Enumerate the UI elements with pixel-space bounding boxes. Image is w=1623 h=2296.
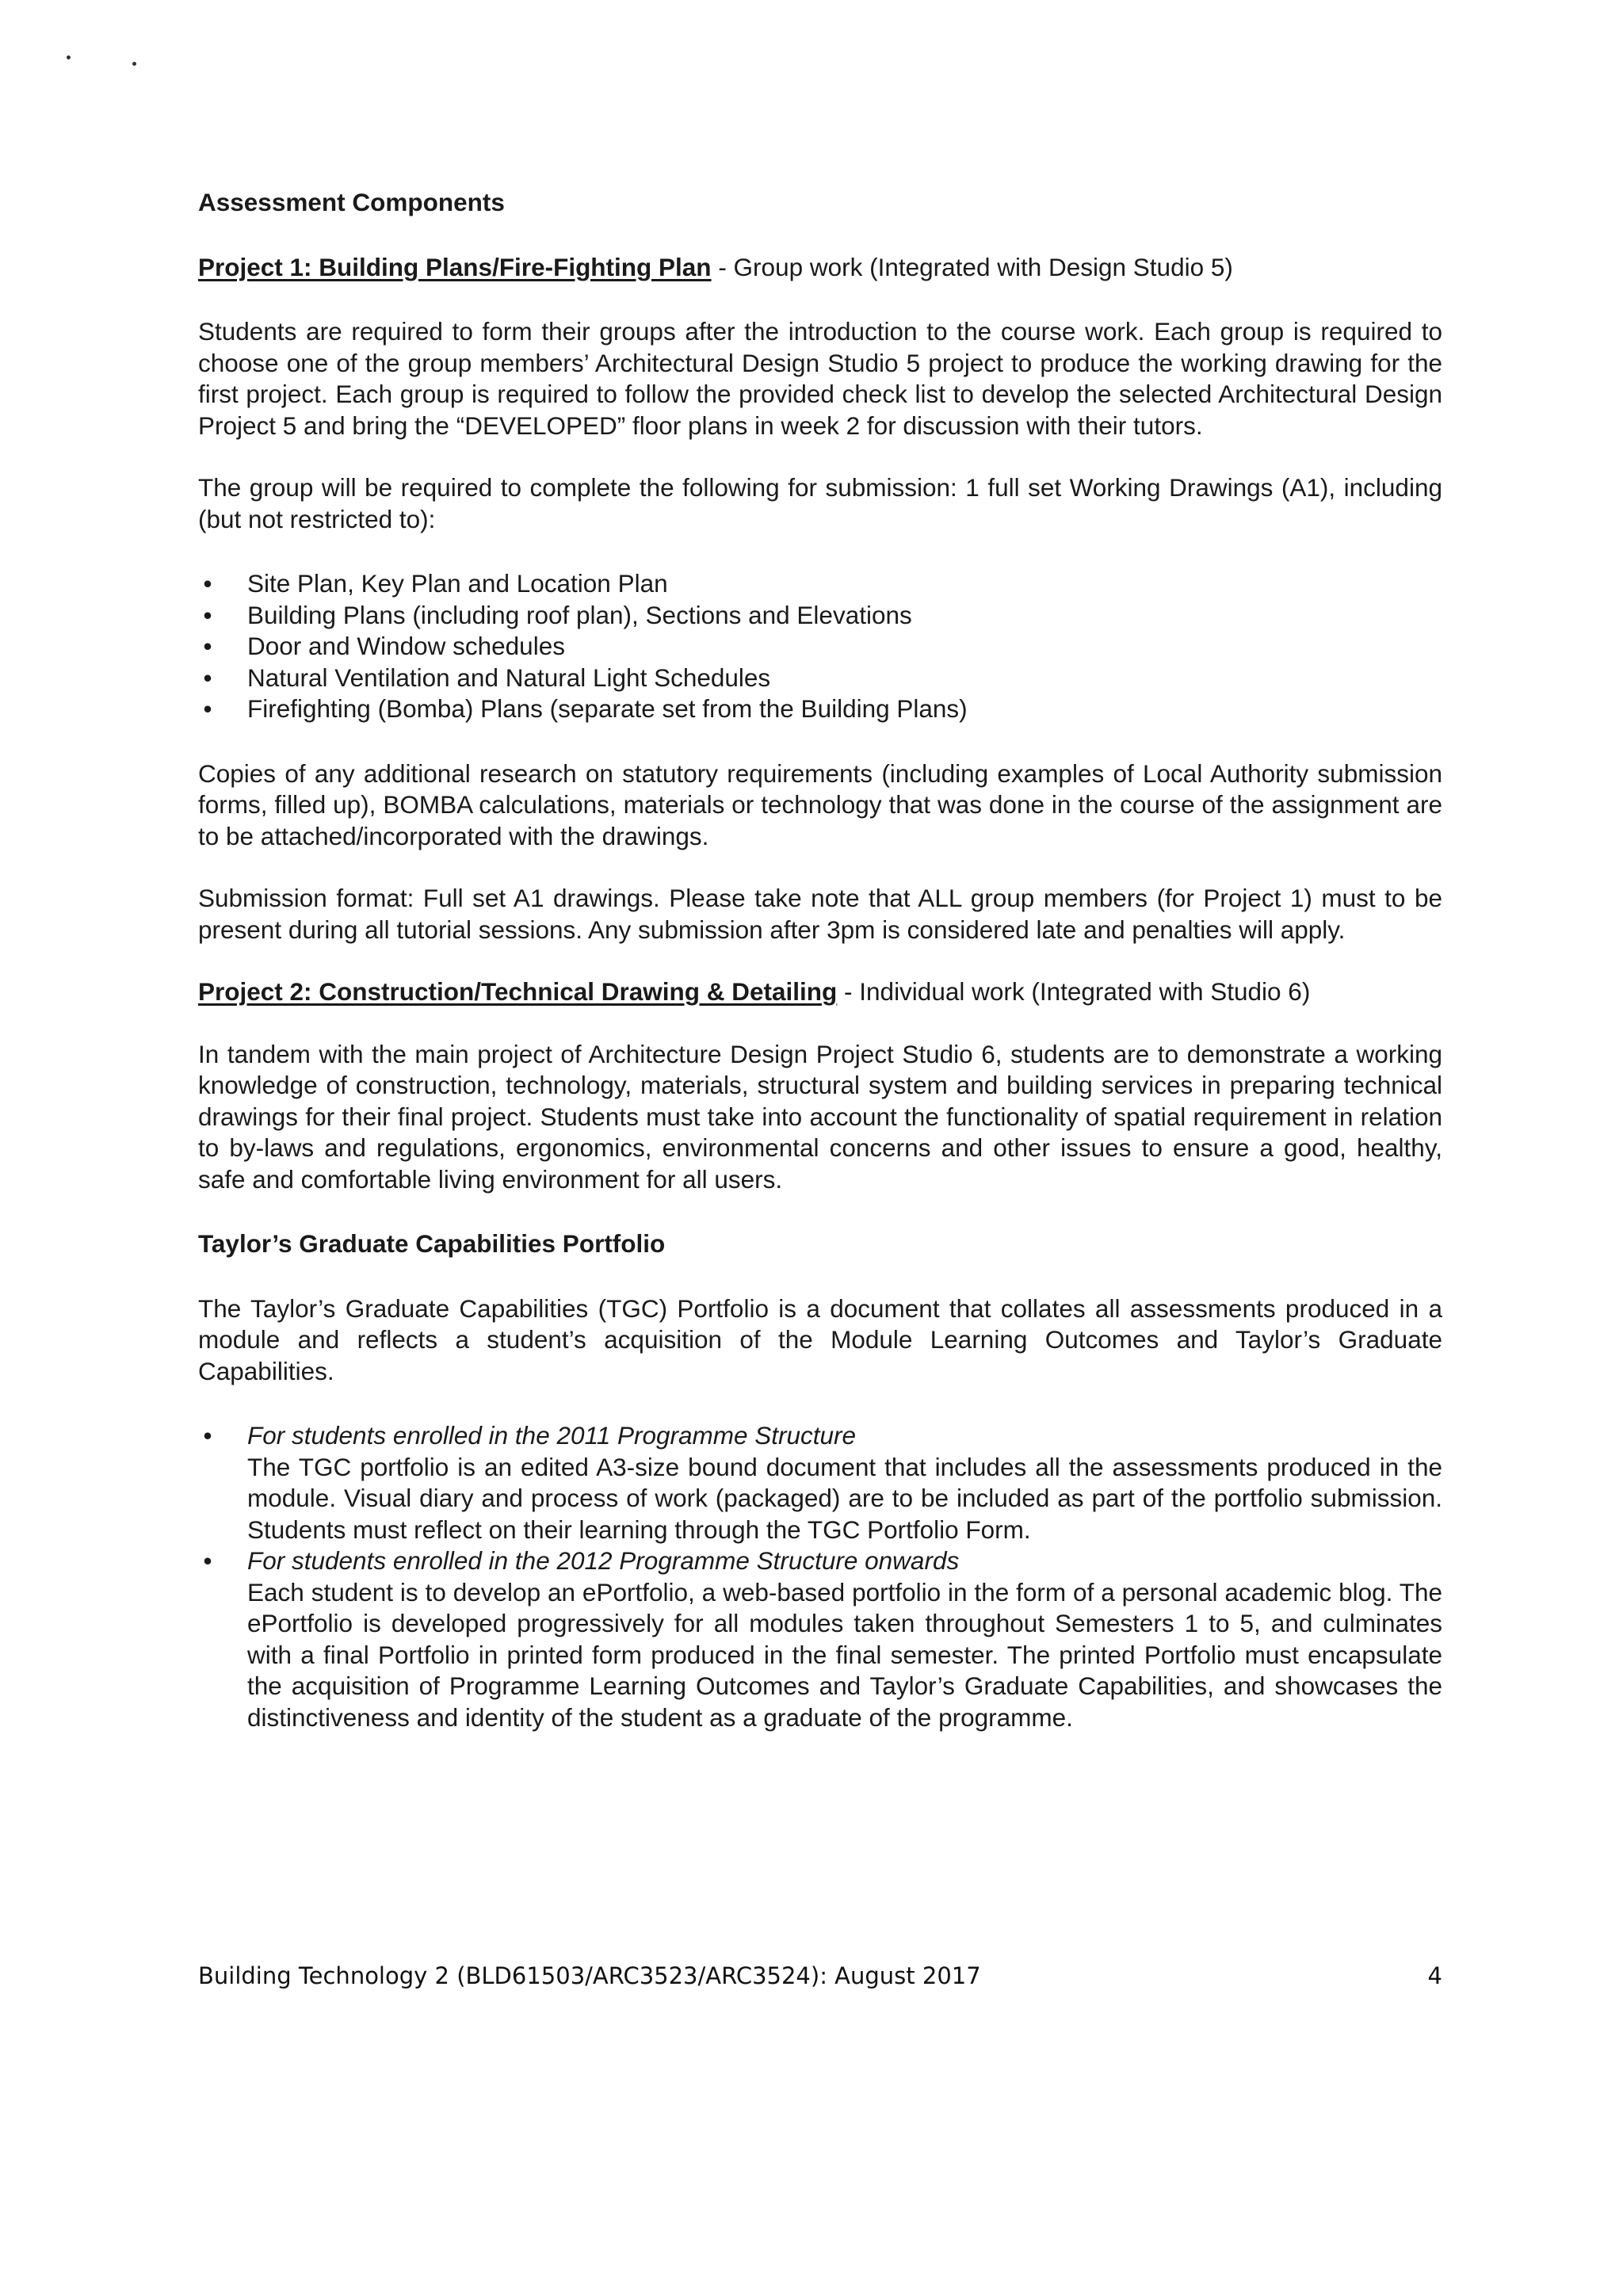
bullet-icon: • bbox=[203, 1546, 212, 1575]
project1-deliverables-list bbox=[198, 568, 1442, 725]
project2-paragraph: In tandem with the main project of Architecture Design Project Studio 6, students are to demonstrate a working knowledge of construction, technology, materials, structural system and building services in preparing technical drawings for their final project. Students must take into account the functionality of spatial requirement in relation to by-laws and regulations, ergonomics, environmental concerns and other issues to ensure a good, healthy, safe and comfortable living environment for all users. bbox=[198, 1039, 1442, 1194]
bullet-icon: • bbox=[203, 569, 212, 598]
project1-subtitle: - Group work (Integrated with Design Studio 5) bbox=[711, 252, 1233, 281]
project1-paragraph-format: Submission format: Full set A1 drawings. Please take note that ALL group members (for Project 1) must to be present during all tutorial sessions. Any submission after 3pm is considered late and penalties will apply. bbox=[198, 884, 1442, 944]
project1-title: Project 1: Building Plans/Fire-Fighting Plan bbox=[198, 252, 712, 281]
tgc-item-body: Each student is to develop an ePortfolio, a web-based portfolio in the form of a personal academic blog. The ePortfolio is developed progressively for all modules taken throughout Semesters 1 to 5, and culminates with a final Portfolio in printed form produced in the final semester. The printed Portfolio must encapsulate the acquisition of Programme Learning Outcomes and Taylor’s Graduate Capabilities, and showcases the distinctiveness and identity of the student as a graduate of the programme. bbox=[247, 1577, 1442, 1732]
project2-title: Project 2: Construction/Technical Drawing & Detailing bbox=[198, 977, 838, 1006]
tgc-item-body: The TGC portfolio is an edited A3-size bound document that includes all the assessments produced in the module. Visual diary and process of work (packaged) are to be included as part of the portfolio submission. Students must reflect on their learning through the TGC Portfolio Form. bbox=[247, 1452, 1442, 1544]
scan-speck bbox=[132, 62, 136, 66]
list-item bbox=[198, 1545, 1442, 1733]
page-footer bbox=[198, 1962, 1442, 1989]
project1-paragraph-research: Copies of any additional research on statutory requirements (including examples of Local Authority submission forms, filled up), BOMBA calculations, materials or technology that was done in the course of the assignment are to be attached/incorporated with the drawings. bbox=[198, 758, 1442, 850]
tgc-programme-list bbox=[198, 1420, 1442, 1733]
section-heading-tgc: Taylor’s Graduate Capabilities Portfolio bbox=[198, 1229, 666, 1258]
tgc-item-heading: For students enrolled in the 2011 Programme Structure bbox=[247, 1421, 857, 1450]
list-item: • Building Plans (including roof plan), Sections and Elevations bbox=[198, 600, 1442, 632]
project2-subtitle: - Individual work (Integrated with Studio 6) bbox=[837, 977, 1311, 1006]
project1-heading bbox=[198, 252, 1442, 284]
bullet-icon: • bbox=[203, 663, 212, 692]
bullet-icon: • bbox=[203, 1421, 212, 1450]
list-item: • Door and Window schedules bbox=[198, 631, 1442, 663]
bullet-icon: • bbox=[203, 632, 212, 660]
list-item: • Site Plan, Key Plan and Location Plan bbox=[198, 568, 1442, 600]
tgc-item-heading: For students enrolled in the 2012 Programme Structure onwards bbox=[247, 1546, 960, 1575]
document-body bbox=[198, 187, 1442, 1733]
page-number: 4 bbox=[1427, 1962, 1442, 1989]
footer-course-title: Building Technology 2 (BLD61503/ARC3523/ARC3524): August 2017 bbox=[198, 1962, 981, 1989]
project1-paragraph-intro: Students are required to form their groups after the introduction to the course work. Each group is required to choose one of the group members’ Architectural Design Studio 5 project to produce the working drawing for the first project. Each group is required to follow the provided check list to develop the selected Architectural Design Project 5 and bring the “DEVELOPED” floor plans in week 2 for discussion with their tutors. bbox=[198, 317, 1442, 440]
list-item: • Natural Ventilation and Natural Light Schedules bbox=[198, 663, 1442, 694]
project1-paragraph-submission: The group will be required to complete the following for submission: 1 full set Working Drawings (A1), including (but not restricted to): bbox=[198, 473, 1442, 533]
section-heading-assessment: Assessment Components bbox=[198, 188, 505, 216]
bullet-icon: • bbox=[203, 600, 212, 629]
scan-speck bbox=[67, 55, 71, 59]
list-item: • Firefighting (Bomba) Plans (separate set from the Building Plans) bbox=[198, 693, 1442, 725]
bullet-icon: • bbox=[203, 694, 212, 723]
project2-heading bbox=[198, 976, 1442, 1008]
list-item bbox=[198, 1420, 1442, 1545]
tgc-intro-paragraph: The Taylor’s Graduate Capabilities (TGC) Portfolio is a document that collates all assessments produced in a module and reflects a student’s acquisition of the Module Learning Outcomes and Taylor’s Graduate Capabilities. bbox=[198, 1293, 1442, 1385]
